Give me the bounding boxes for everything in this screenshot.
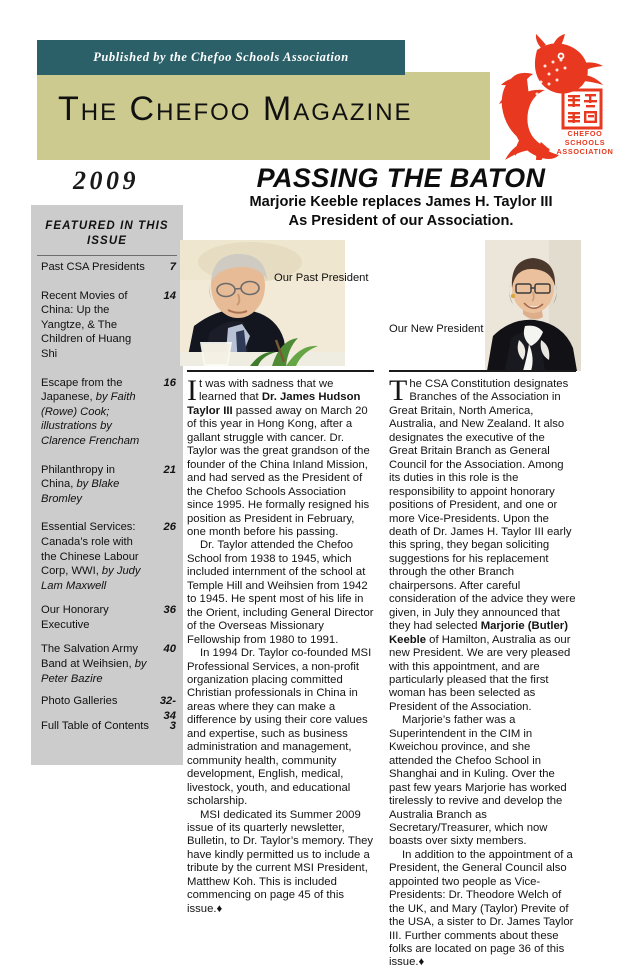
cover-headline: PASSING THE BATON	[256, 163, 546, 193]
sidebar-item-page: 40	[163, 643, 176, 656]
sidebar-item-label: Essential Services: Canada’s role with the Chinese Labour Corp, WWI, by Judy Lam Maxwell	[41, 521, 141, 592]
sidebar-item-label: The Salvation Army Band at Weihsien, by Peter Bazire	[41, 643, 147, 685]
issue-year: 2009	[73, 166, 139, 195]
sidebar-heading: FEATURED IN THIS ISSUE	[45, 220, 169, 247]
sidebar-item-7[interactable]	[35, 694, 179, 722]
sidebar-item-page: 3	[169, 719, 176, 732]
sidebar-item-page: 21	[163, 463, 176, 476]
sidebar-item-3[interactable]	[35, 463, 179, 507]
sidebar-item-6[interactable]	[35, 642, 179, 686]
article-paragraph: In 1994 Dr. Taylor co-founded MSI Professional Services, a non-profit organization placing committed Christian professionals in China in areas where they can make a difference by using their core values and expertise, such as business administration and management, community health, community development, English, medical, livestock, youth, and educational scholarship.	[187, 647, 372, 808]
cover-subheadline	[186, 193, 616, 231]
new-president-caption: Our New President	[389, 323, 484, 335]
new-president-photo	[485, 240, 581, 371]
sidebar-item-8[interactable]	[35, 719, 179, 734]
featured-in-this-issue-panel	[31, 205, 183, 765]
article-paragraph: It was with sadness that we learned that Dr. James Hudson Taylor III passed away on March 20 of this year in Hong Kong, after a gallant struggle with cancer. Dr. Taylor was the great grandson of the founder of the China Inland Mission, and had served as the President of the Chefoo Schools Association since 1995. He formally resigned his position as President in February, one month before his passing.	[187, 374, 370, 538]
sidebar-item-label: Full Table of Contents	[41, 719, 150, 732]
sidebar-item-page: 14	[163, 289, 176, 302]
sidebar-item-label: Photo Galleries	[41, 695, 118, 708]
article-column-left	[187, 374, 374, 916]
sidebar-item-0[interactable]	[35, 260, 179, 275]
sidebar-item-2[interactable]	[35, 376, 179, 449]
chefoo-schools-association-logo	[493, 34, 618, 160]
highlighted-name: Dr. James Hudson Taylor III	[187, 391, 361, 417]
article-paragraph: The CSA Constitution designates Branches of the Association in Great Britain, North America, Australia, and New Zealand. It also designates the executive of the Great Britain Branch as General Council for the Association. Among its duties in this role is the responsibility to appoint honorary positions of President, and one or more Vice-Presidents. Upon the death of Dr. James H. Taylor III early this spring, they began soliciting suggestions for his replacement through the other Branch chairpersons. After careful consideration of the advice they were given, in July they announced that they had selected Marjorie (Butler) Keeble of Hamilton, Australia as our new President. We are very pleased with this appointment, and are particularly pleased that the first woman has been selected as President of the Association.	[389, 374, 576, 713]
column-rule-right	[389, 370, 576, 372]
sidebar-divider	[37, 255, 177, 256]
subheadline-line-1: Marjorie Keeble replaces James H. Taylor III	[249, 194, 553, 210]
subheadline-line-2: As President of our Association.	[288, 213, 514, 229]
sidebar-item-4[interactable]	[35, 520, 179, 593]
sidebar-item-page: 32-34	[159, 695, 176, 722]
masthead-teal-band	[37, 40, 405, 75]
highlighted-name: Marjorie (Butler) Keeble	[389, 620, 568, 646]
sidebar-item-page: 36	[163, 604, 176, 617]
sidebar-item-1[interactable]	[35, 289, 179, 362]
sidebar-item-5[interactable]	[35, 603, 179, 632]
sidebar-item-page: 16	[163, 376, 176, 389]
sidebar-item-label: Recent Movies of China: Up the Yangtze, & The Children of Huang Shi	[41, 289, 132, 360]
column-rule-left	[187, 370, 374, 372]
article-paragraph: Marjorie’s father was a Superintendent in the CIM in Kweichou province, and she attended the Chefoo School in Shanghai and in Kuling. Over the past few years Marjorie has worked tirelessly to revive and develop the Australia Branch as Secretary/Treasurer, which now boasts over sixty members.	[389, 714, 567, 848]
sidebar-item-label: Philanthropy in China, by Blake Bromley	[41, 463, 120, 505]
sidebar-item-label: Our Honorary Executive	[41, 604, 109, 631]
logo-wordmark: CHEFOO SCHOOLS ASSOCIATION	[556, 129, 614, 157]
past-president-caption: Our Past President	[274, 272, 369, 284]
page-title: The Chefoo Magazine	[58, 89, 413, 128]
article-column-right	[389, 374, 576, 970]
sidebar-item-label: Escape from the Japanese, by Faith (Rowe) Cook; illustrations by Clarence Frencham	[41, 376, 140, 447]
article-paragraph: Dr. Taylor attended the Chefoo School from 1938 to 1945, which included internment of the school at Temple Hill and Weihsien from 1942 to 1945. He spent most of his life in the Orient, including General Director of the Overseas Missionary Fellowship from 1980 to 1991.	[187, 539, 374, 646]
publisher-line: Published by the Chefoo Schools Association	[93, 50, 349, 64]
chinese-seal-stamp-icon	[563, 90, 601, 128]
past-president-photo	[180, 240, 345, 366]
sidebar-item-label: Past CSA Presidents	[41, 261, 145, 273]
featured-article-list	[35, 260, 179, 733]
article-paragraph: MSI dedicated its Summer 2009 issue of its quarterly newsletter, Bulletin, to Dr. Taylor’s memory. They have kindly permitted us to include a tribute by the current MSI President, Matthew Koh. This is included commencing on page 45 of this issue.♦	[187, 808, 374, 915]
article-paragraph: In addition to the appointment of a President, the General Council also appointed two people as Vice-Presidents: Dr. Theodore Welch of the UK, and Mary (Taylor) Previte of the USA, a sister to Dr. James Taylor III. Further comments about these folks are located on page 36 of this issue.♦	[389, 848, 574, 969]
sidebar-item-page: 26	[163, 521, 176, 534]
sidebar-item-page: 7	[169, 261, 176, 273]
